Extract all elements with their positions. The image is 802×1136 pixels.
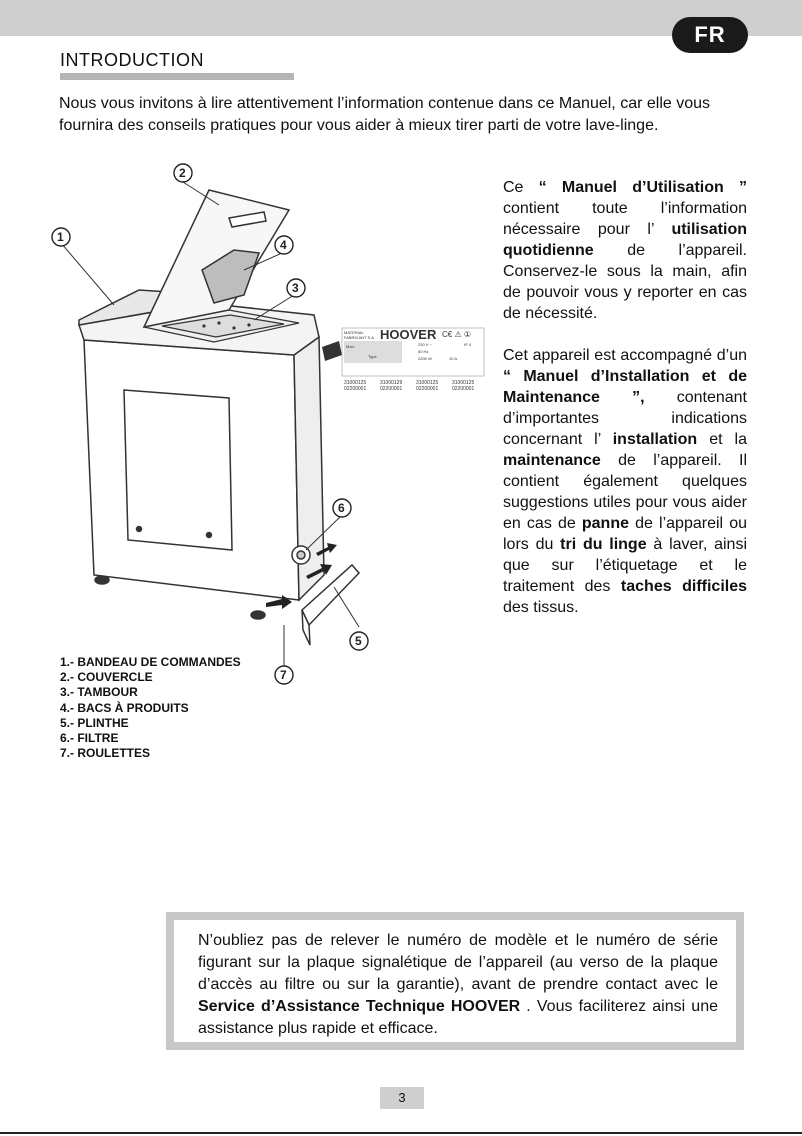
plate-model-line-2: FABRICANT S.A. (344, 335, 376, 340)
service-note-text: N’oubliez pas de relever le numéro de modèle et le numéro de série figurant sur la plaque signalétique de l’appareil (au verso de la plaque d’accès au filtre ou sur la garantie), avant de prendre contact avec le Service d’Assistance Technique HOOVER . Vous faciliterez ainsi une assistance plus rapide et efficace. (198, 932, 719, 1037)
legend-item: 7.- ROULETTES (60, 746, 151, 761)
description-column (503, 177, 747, 639)
legend-item: 5.- PLINTHE (60, 715, 129, 730)
svg-text:6: 6 (338, 501, 345, 515)
plate-field-power: 2200 W (418, 356, 432, 361)
plate-serial-1: 02200001 (344, 386, 367, 392)
plate-serial-3: 02200001 (416, 386, 439, 392)
legend-item: 2.- COUVERCLE (60, 670, 153, 685)
svg-text:4: 4 (280, 238, 287, 252)
plate-field-frequency: 50 Hz (418, 349, 429, 354)
service-note-box (166, 912, 744, 1050)
language-badge: FR (672, 17, 748, 53)
legend-item: 4.- BACS À PRODUITS (60, 700, 189, 715)
svg-text:1: 1 (57, 230, 64, 244)
plate-code-4: 31000125 (452, 380, 475, 386)
callout-1 (52, 228, 70, 246)
plate-serial-4: 02200001 (452, 386, 475, 392)
callout-7 (275, 666, 293, 684)
callout-3 (287, 279, 305, 297)
svg-text:3: 3 (292, 281, 299, 295)
svg-text:7: 7 (280, 668, 287, 682)
callout-5 (350, 632, 368, 650)
plate-code-3: 31000125 (416, 380, 439, 386)
bottom-rule (0, 1132, 802, 1134)
legend-item: 3.- TAMBOUR (60, 685, 138, 700)
plate-field-type: Type (368, 354, 377, 359)
plate-model-line-1: MATERIAL (344, 330, 364, 335)
page-title: INTRODUCTION (60, 50, 204, 70)
plate-code-1: 31000125 (344, 380, 367, 386)
title-underline (60, 73, 294, 80)
rating-plate (322, 327, 484, 392)
plate-serial-2: 02200001 (380, 386, 403, 392)
callout-4 (275, 236, 293, 254)
legend-item: 1.- BANDEAU DE COMMANDES (60, 655, 241, 669)
svg-text:2: 2 (179, 166, 186, 180)
intro-paragraph: Nous vous invitons à lire attentivement l’information contenue dans ce Manuel, car elle vous fournira des conseils pratiques pour vous aider à mieux tirer parti de votre lave-linge. (59, 95, 711, 134)
lid (144, 190, 289, 327)
plate-marks: C€ ⚠ ① (442, 330, 472, 339)
svg-text:5: 5 (355, 634, 362, 648)
plate-field-voltage: 230 V ~ (418, 342, 432, 347)
plate-code-2: 31000129 (380, 380, 403, 386)
parts-legend (60, 655, 241, 761)
legend-item: 6.- FILTRE (60, 731, 119, 746)
user-manual-paragraph: Ce “ Manuel d’Utilisation ” contient toute l’information nécessaire pour l’ utilisation quotidienne de l’appareil. Conservez-le sous la main, afin de pouvoir vous y reporter en cas de nécessité. (503, 179, 747, 322)
plate-field-current: 10 A (449, 356, 458, 361)
plate-field-ip: IP 4 (464, 342, 472, 347)
callout-6 (333, 499, 351, 517)
installation-manual-paragraph: Cet appareil est accompagné d’un “ Manuel d’Installation et de Maintenance ”, contenant d’importantes indications concernant l’ installation et la maintenance de l’appareil. Il contient également quelques suggestions utiles pour vous aider en cas de panne de l’appareil ou lors du tri du linge à laver, ainsi que sur l’étiquetage et le traitement des taches difficiles des tissus. (503, 347, 748, 616)
callout-2 (174, 164, 192, 182)
plate-brand: HOOVER (380, 327, 437, 342)
plate-field-mod: Mod. (346, 344, 355, 349)
page-number: 3 (380, 1087, 424, 1109)
